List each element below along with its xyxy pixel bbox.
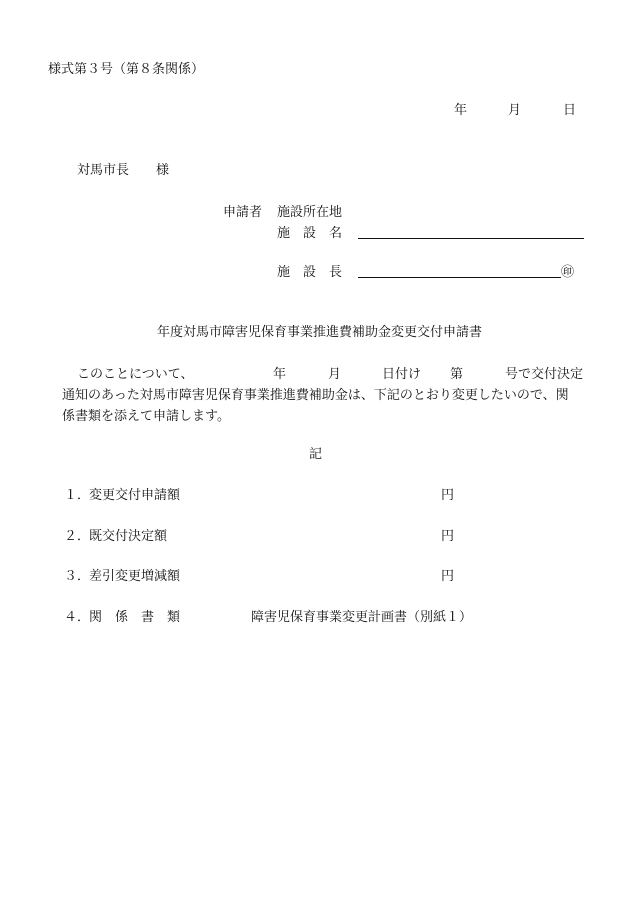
item-value: 障害児保育事業変更計画書（別紙１） — [251, 610, 473, 625]
facility-name-underline — [358, 238, 584, 239]
item-label: 差引変更増減額 — [89, 569, 181, 584]
body-line-3: 係書類を添えて申請します。 — [62, 409, 230, 424]
seal-mark: ㊞ — [561, 265, 575, 280]
body-dai: 第 — [450, 367, 464, 382]
body-line-2: 通知のあった対馬市障害児保育事業推進費補助金は、下記のとおり変更したいので、関 — [62, 388, 569, 403]
item-number: ２． — [64, 529, 91, 544]
item-unit: 円 — [441, 569, 455, 584]
facility-address-label: 施設所在地 — [277, 205, 343, 220]
facility-name-label: 施 設 名 — [277, 226, 343, 241]
facility-head-underline — [358, 277, 561, 278]
item-label: 関 係 書 類 — [89, 610, 181, 625]
item-unit: 円 — [441, 488, 455, 503]
item-label: 既交付決定額 — [89, 529, 168, 544]
facility-head-label: 施 設 長 — [277, 265, 343, 280]
body-lead: このことについて、 — [77, 367, 194, 382]
applicant-label: 申請者 — [223, 205, 263, 220]
body-go: 号で交付決定 — [505, 367, 584, 382]
item-number: ３． — [64, 569, 91, 584]
date-year-label: 年 — [454, 103, 468, 118]
item-number: ４． — [64, 610, 91, 625]
date-day-label: 日 — [563, 103, 577, 118]
date-month-label: 月 — [508, 103, 522, 118]
body-dated: 日付け — [382, 367, 422, 382]
item-label: 変更交付申請額 — [89, 488, 181, 503]
form-id: 様式第３号（第８条関係） — [48, 62, 205, 77]
addressee-name: 対馬市長 — [77, 163, 130, 178]
item-unit: 円 — [441, 529, 455, 544]
document-title: 年度対馬市障害児保育事業推進費補助金変更交付申請書 — [157, 325, 483, 340]
body-year: 年 — [273, 367, 287, 382]
body-month: 月 — [328, 367, 342, 382]
item-number: １． — [64, 488, 91, 503]
ki-heading: 記 — [309, 447, 323, 462]
addressee-honorific: 様 — [156, 163, 170, 178]
